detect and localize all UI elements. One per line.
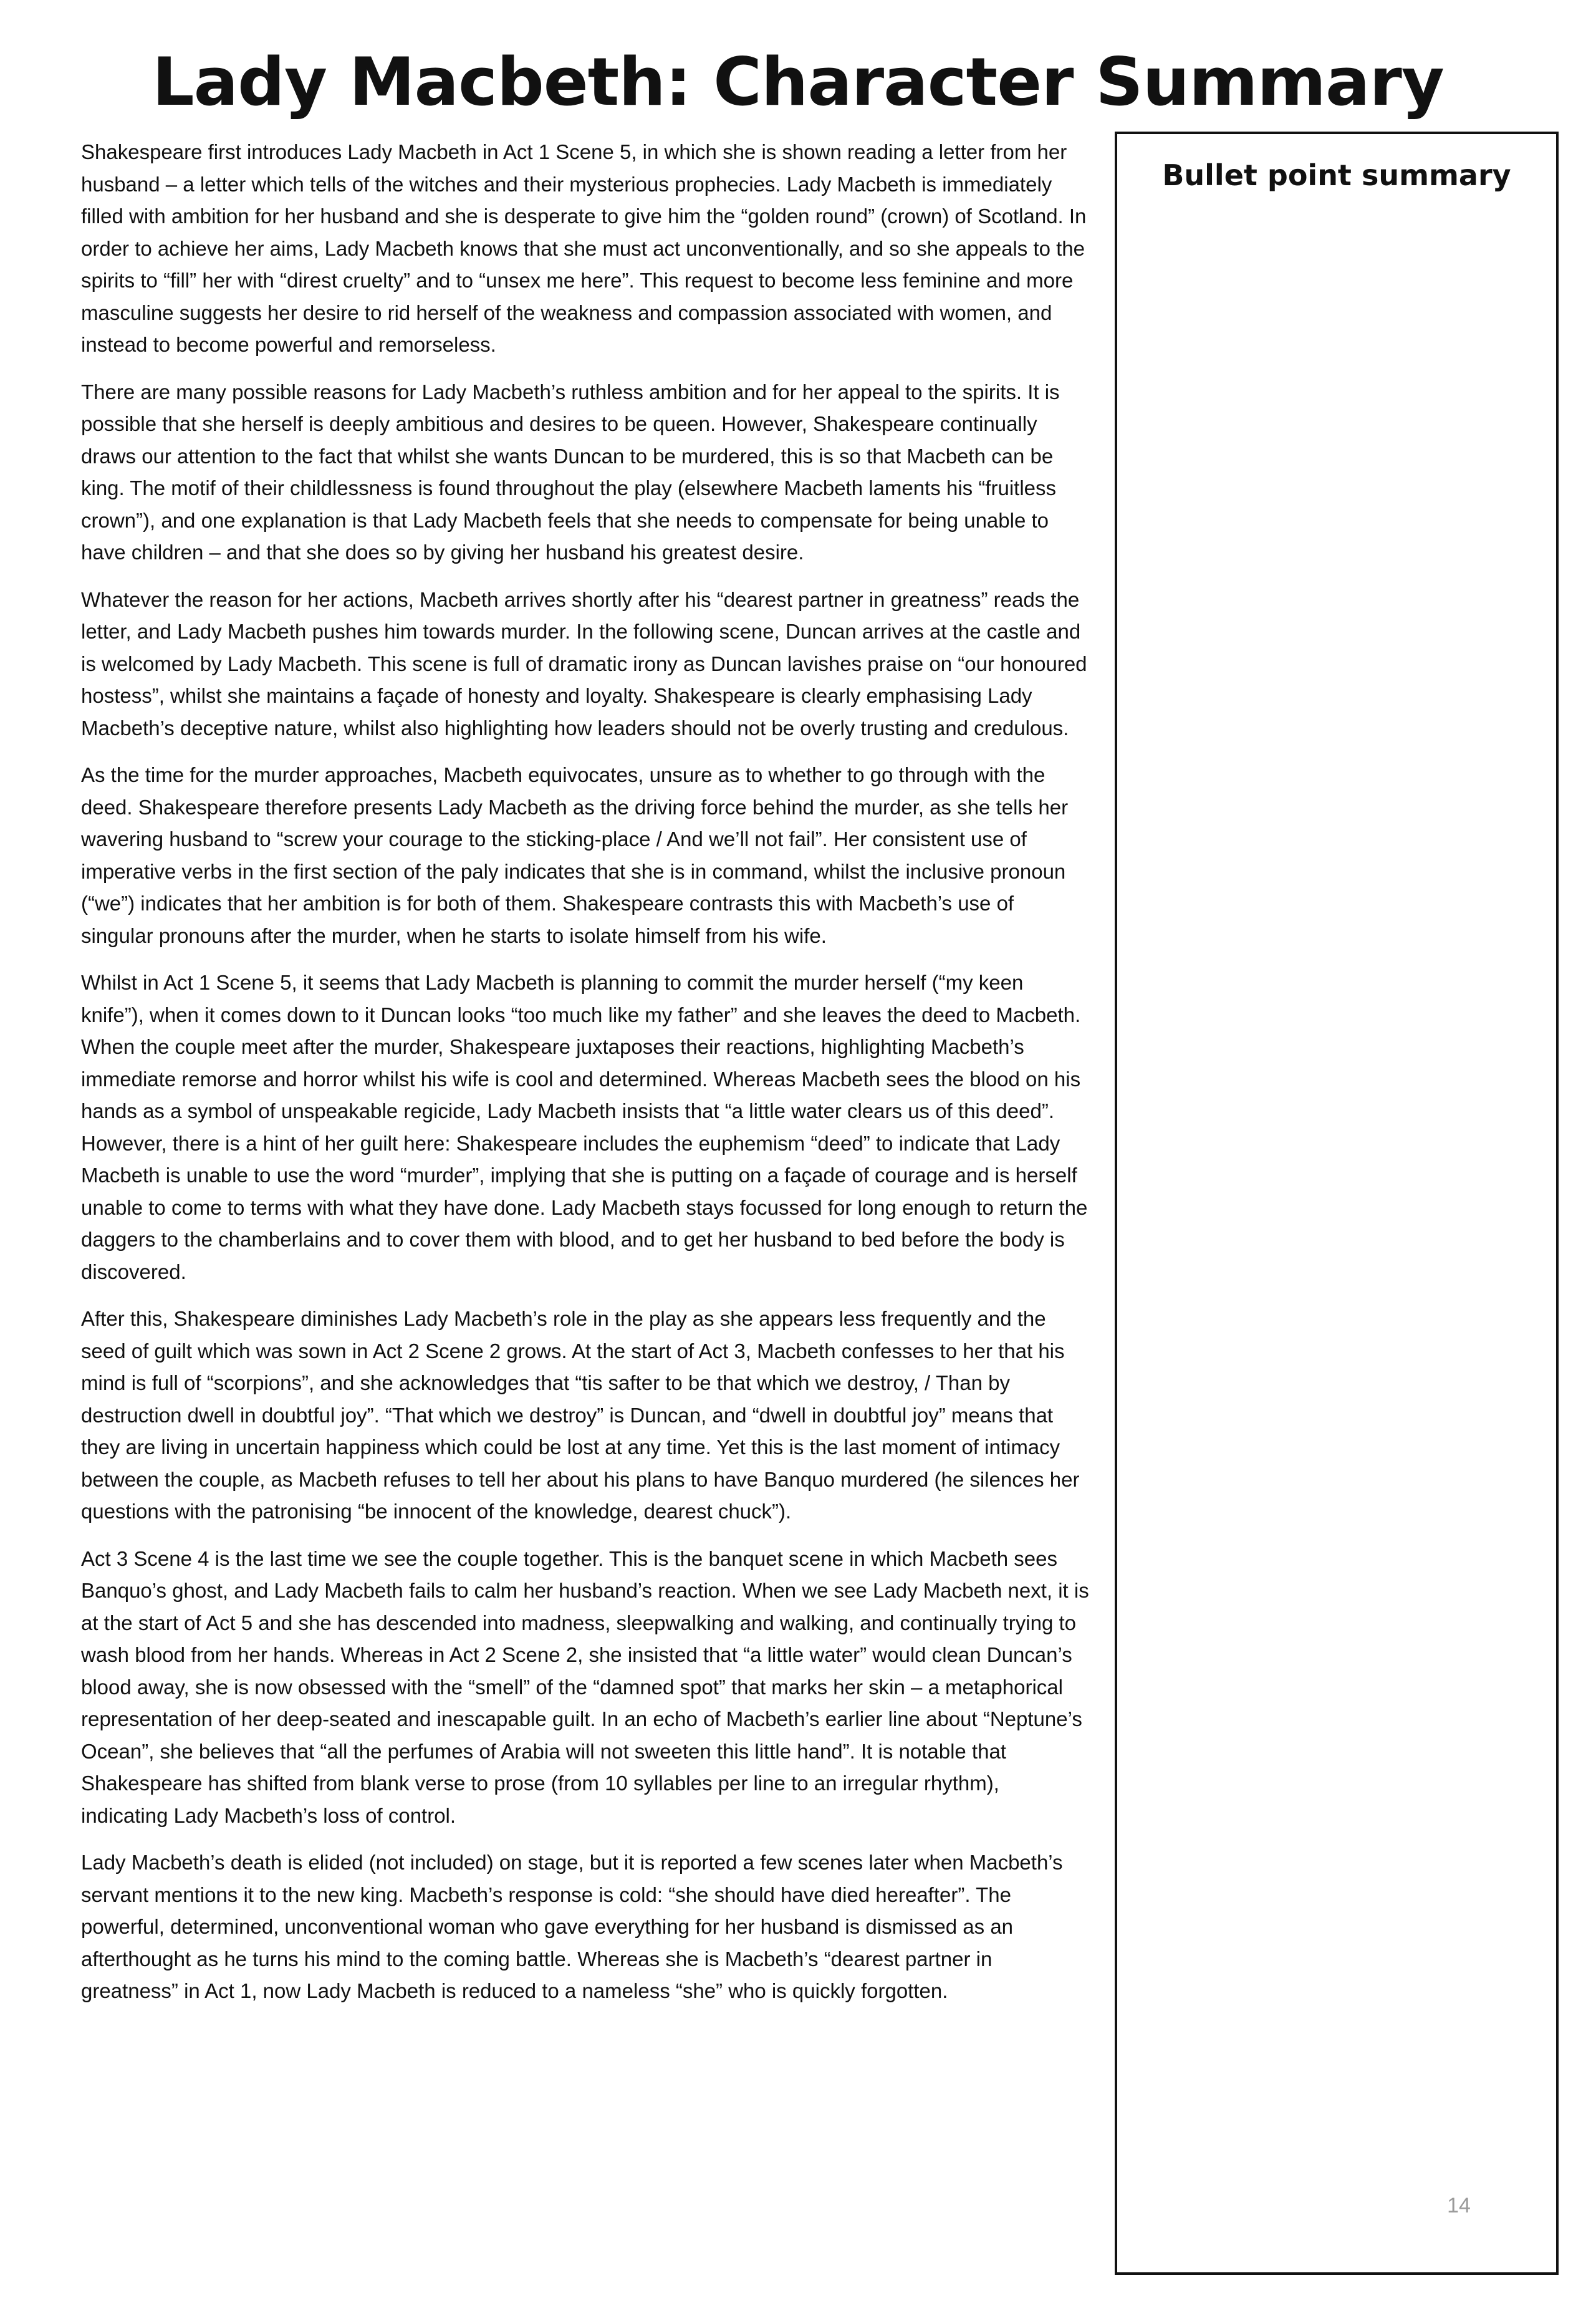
bullet-summary-box [1115, 132, 1559, 2275]
paragraph-act1-intro: Shakespeare first introduces Lady Macbeth in Act 1 Scene 5, in which she is shown reading a letter from her husband – a letter which tells of the witches and their mysterious prophecies. Lady Macbeth is immediately filled with ambition for her husband and she is desperate to give him the “golden round” (crown) of Scotland. In order to achieve her aims, Lady Macbeth knows that she must act unconventionally, and so she appeals to the spirits to “fill” her with “direst cruelty” and to “unsex me here”. This request to become less feminine and more masculine suggests her desire to rid herself of the weakness and compassion associated with women, and instead to become powerful and remorseless. [81, 140, 1087, 356]
body-text [81, 136, 1091, 2022]
bullet-summary-heading: Bullet point summary [1162, 158, 1511, 192]
paragraph-murder-approach: As the time for the murder approaches, Macbeth equivocates, unsure as to whether to go through with the deed. Shakespeare therefore presents Lady Macbeth as the driving force behind the murder, as she tells her wavering husband to “screw your courage to the sticking-place / And we’ll not fail”. Her consistent use of imperative verbs in the first section of the paly indicates that she is in command, whilst the inclusive pronoun (“we”) indicates that her ambition is for both of them. Shakespeare contrasts this with Macbeth’s use of singular pronouns after the murder, when he starts to isolate himself from his wife. [81, 763, 1069, 947]
page-number: 14 [1447, 2194, 1471, 2217]
paragraph-duncan-arrival: Whatever the reason for her actions, Macbeth arrives shortly after his “dearest partner in greatness” reads the letter, and Lady Macbeth pushes him towards murder. In the following scene, Duncan arrives at the castle and is welcomed by Lady Macbeth. This scene is full of dramatic irony as Duncan lavishes praise on “our honoured hostess”, whilst she maintains a façade of honesty and loyalty. Shakespeare is clearly emphasising Lady Macbeth’s deceptive nature, whilst also highlighting how leaders should not be overly trusting and credulous. [81, 587, 1087, 740]
paragraph-diminished-role: After this, Shakespeare diminishes Lady Macbeth’s role in the play as she appears less frequently and the seed of guilt which was sown in Act 2 Scene 2 grows. At the start of Act 3, Macbeth confesses to her that his mind is full of “scorpions”, and she acknowledges that “tis safter to be that which we destroy, / Than by destruction dwell in doubtful joy”. “That which we destroy” is Duncan, and “dwell in doubtful joy” means that they are living in uncertain happiness which could be lost at any time. Yet this is the last moment of intimacy between the couple, as Macbeth refuses to tell her about his plans to have Banquo murdered (he silences her questions with the patronising “be innocent of the knowledge, dearest chuck”). [81, 1307, 1080, 1523]
paragraph-after-murder: Whilst in Act 1 Scene 5, it seems that Lady Macbeth is planning to commit the murder herself (“my keen knife”), when it comes down to it Duncan looks “too much like my father” and she leaves the deed to Macbeth. When the couple meet after the murder, Shakespeare juxtaposes their reactions, highlighting Macbeth’s immediate remorse and horror whilst his wife is cool and determined. Whereas Macbeth sees the blood on his hands as a symbol of unspeakable regicide, Lady Macbeth insists that “a little water clears us of this deed”. However, there is a hint of her guilt here: Shakespeare includes the euphemism “deed” to indicate that Lady Macbeth is unable to use the word “murder”, implying that she is putting on a façade of courage and is herself unable to come to terms with what they have done. Lady Macbeth stays focussed for long enough to return the daggers to the chamberlains and to cover them with blood, and to get her husband to bed before the body is discovered. [81, 971, 1088, 1283]
page-title: Lady Macbeth: Character Summary [152, 44, 1444, 120]
paragraph-death: Lady Macbeth’s death is elided (not included) on stage, but it is reported a few scenes later when Macbeth’s servant mentions it to the new king. Macbeth’s response is cold: “she should have died hereafter”. The powerful, determined, unconventional woman who gave everything for her husband is dismissed as an afterthought as he turns his mind to the coming battle. Whereas she is Macbeth’s “dearest partner in greatness” in Act 1, now Lady Macbeth is reduced to a nameless “she” who is quickly forgotten. [81, 1851, 1063, 2002]
paragraph-sleepwalking: Act 3 Scene 4 is the last time we see the couple together. This is the banquet scene in which Macbeth sees Banquo’s ghost, and Lady Macbeth fails to calm her husband’s reaction. When we see Lady Macbeth next, it is at the start of Act 5 and she has descended into madness, sleepwalking and walking, and continually trying to wash blood from her hands. Whereas in Act 2 Scene 2, she insisted that “a little water” would clean Duncan’s blood away, she is now obsessed with the “smell” of the “damned spot” that marks her skin – a metaphorical representation of her deep-seated and inescapable guilt. In an echo of Macbeth’s earlier line about “Neptune’s Ocean”, she believes that “all the perfumes of Arabia will not sweeten this little hand”. It is notable that Shakespeare has shifted from blank verse to prose (from 10 syllables per line to an irregular rhythm), indicating Lady Macbeth’s loss of control. [81, 1546, 1089, 1827]
paragraph-ambition-reasons: There are many possible reasons for Lady Macbeth’s ruthless ambition and for her appeal to the spirits. It is possible that she herself is deeply ambitious and desires to be queen. However, Shakespeare continually draws our attention to the fact that whilst she wants Duncan to be murdered, this is so that Macbeth can be king. The motif of their childlessness is found throughout the play (elsewhere Macbeth laments his “fruitless crown”), and one explanation is that Lady Macbeth feels that she needs to compensate for being unable to have children – and that she does so by giving her husband his greatest desire. [81, 380, 1060, 564]
